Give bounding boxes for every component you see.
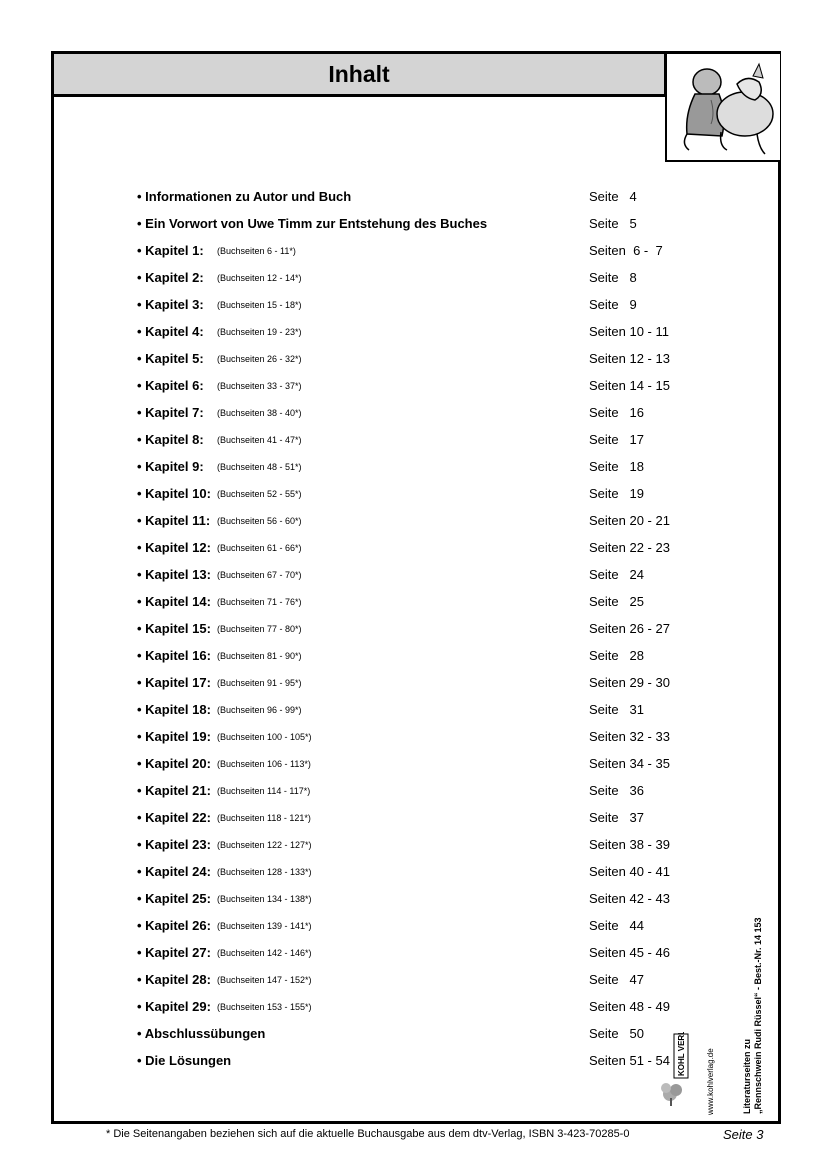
toc-entry-page: Seite 28 <box>589 648 644 663</box>
bullet: • <box>137 945 146 960</box>
toc-entry-label: Kapitel 22: <box>145 810 211 825</box>
toc-entry-label: Kapitel 4: <box>145 324 204 339</box>
toc-entry <box>137 534 697 561</box>
toc-entry-note: (Buchseiten 77 - 80*) <box>217 624 302 634</box>
bullet: • <box>137 594 146 609</box>
toc-entry <box>137 588 697 615</box>
page-title: Inhalt <box>328 60 390 87</box>
toc-entry-note: (Buchseiten 6 - 11*) <box>217 246 296 256</box>
toc-entry <box>137 642 697 669</box>
toc-entry-note: (Buchseiten 67 - 70*) <box>217 570 302 580</box>
toc-entry <box>137 858 697 885</box>
toc-entry-page: Seite 9 <box>589 297 637 312</box>
toc-entry-note: (Buchseiten 48 - 51*) <box>217 462 302 472</box>
toc-entry-page: Seiten 29 - 30 <box>589 675 670 690</box>
toc-entry <box>137 399 697 426</box>
toc-entry <box>137 885 697 912</box>
toc-entry-label: Kapitel 23: <box>145 837 211 852</box>
toc-entry-page: Seiten 14 - 15 <box>589 378 670 393</box>
toc-entry-page: Seiten 22 - 23 <box>589 540 670 555</box>
bullet: • <box>137 999 146 1014</box>
toc-entry-note: (Buchseiten 134 - 138*) <box>217 894 312 904</box>
toc-entry <box>137 561 697 588</box>
toc-entry-page: Seiten 42 - 43 <box>589 891 670 906</box>
toc-entry-label: Kapitel 12: <box>145 540 211 555</box>
toc-entry <box>137 723 697 750</box>
bullet: • <box>137 621 146 636</box>
toc-entry <box>137 1020 697 1047</box>
toc-entry-page: Seite 8 <box>589 270 637 285</box>
toc-entry-page: Seite 16 <box>589 405 644 420</box>
bullet: • <box>137 216 146 231</box>
bullet: • <box>137 486 146 501</box>
bullet: • <box>137 810 146 825</box>
tree-logo-icon <box>660 1032 690 1107</box>
bullet: • <box>137 243 146 258</box>
boy-and-pig-illustration-icon <box>667 54 780 160</box>
toc-entry-label: Kapitel 13: <box>145 567 211 582</box>
toc-entry-page: Seite 37 <box>589 810 644 825</box>
toc-entry-label: Kapitel 26: <box>145 918 211 933</box>
bullet: • <box>137 756 146 771</box>
toc-entry-note: (Buchseiten 12 - 14*) <box>217 273 302 283</box>
title-bar <box>54 54 666 97</box>
toc-entry <box>137 696 697 723</box>
toc-entry-note: (Buchseiten 41 - 47*) <box>217 435 302 445</box>
toc-entry-note: (Buchseiten 19 - 23*) <box>217 327 302 337</box>
toc-entry <box>137 345 697 372</box>
toc-entry-label: Kapitel 9: <box>145 459 204 474</box>
toc-entry <box>137 453 697 480</box>
toc-entry <box>137 993 697 1020</box>
toc-entry-label: Kapitel 16: <box>145 648 211 663</box>
toc-entry-page: Seiten 32 - 33 <box>589 729 670 744</box>
toc-entry <box>137 669 697 696</box>
toc-entry-page: Seite 47 <box>589 972 644 987</box>
toc-entry-label: Kapitel 20: <box>145 756 211 771</box>
bullet: • <box>137 1026 145 1041</box>
toc-entry-label: Kapitel 3: <box>145 297 204 312</box>
bullet: • <box>137 540 146 555</box>
toc-entry <box>137 480 697 507</box>
toc-entry-note: (Buchseiten 96 - 99*) <box>217 705 302 715</box>
toc-entry-label: Kapitel 27: <box>145 945 211 960</box>
toc-entry-label: Abschlussübungen <box>144 1026 266 1041</box>
toc-entry-page: Seite 17 <box>589 432 644 447</box>
toc-entry <box>137 372 697 399</box>
toc-entry-page: Seiten 40 - 41 <box>589 864 670 879</box>
toc-entry-label: Kapitel 25: <box>145 891 211 906</box>
toc-entry-note: (Buchseiten 142 - 146*) <box>217 948 312 958</box>
toc-entry-label: Kapitel 10: <box>145 486 211 501</box>
toc-entry-page: Seite 36 <box>589 783 644 798</box>
toc-entry-label: Kapitel 15: <box>145 621 211 636</box>
toc-entry-page: Seite 4 <box>589 189 637 204</box>
toc-entry <box>137 318 697 345</box>
bullet: • <box>137 189 146 204</box>
toc-entry-note: (Buchseiten 147 - 152*) <box>217 975 312 985</box>
toc-entry-label: Kapitel 8: <box>145 432 204 447</box>
toc-entry-page: Seiten 10 - 11 <box>589 324 669 339</box>
toc-entry-label: Kapitel 21: <box>145 783 211 798</box>
toc-entry-page: Seiten 20 - 21 <box>589 513 670 528</box>
toc-entry-note: (Buchseiten 38 - 40*) <box>217 408 302 418</box>
bullet: • <box>137 675 146 690</box>
toc-entry-page: Seiten 34 - 35 <box>589 756 670 771</box>
toc-entry-page: Seite 5 <box>589 216 637 231</box>
bullet: • <box>137 567 146 582</box>
toc-entry-note: (Buchseiten 100 - 105*) <box>217 732 312 742</box>
toc-entry-label: Kapitel 1: <box>145 243 204 258</box>
bullet: • <box>137 459 146 474</box>
toc-entry <box>137 966 697 993</box>
table-of-contents <box>137 183 697 1074</box>
bullet: • <box>137 351 146 366</box>
toc-entry <box>137 912 697 939</box>
sidebar-line-2: „Rennschwein Rudi Rüssel“ - Best.-Nr. 14 153 <box>753 917 763 1114</box>
toc-entry-page: Seite 50 <box>589 1026 644 1041</box>
bullet: • <box>137 783 146 798</box>
toc-entry-page: Seite 18 <box>589 459 644 474</box>
toc-entry-page: Seiten 26 - 27 <box>589 621 670 636</box>
bullet: • <box>137 864 146 879</box>
toc-entry-page: Seiten 48 - 49 <box>589 999 670 1014</box>
toc-entry-page: Seite 44 <box>589 918 644 933</box>
bullet: • <box>137 405 146 420</box>
bullet: • <box>137 297 146 312</box>
toc-entry-note: (Buchseiten 26 - 32*) <box>217 354 302 364</box>
footnote: * Die Seitenangaben beziehen sich auf die aktuelle Buchausgabe aus dem dtv-Verlag, ISBN 3-423-70285-0 <box>106 1128 630 1140</box>
bullet: • <box>137 324 146 339</box>
page-number: Seite 3 <box>723 1127 764 1142</box>
publisher-url: www.kohlverlag.de <box>706 1048 715 1115</box>
bullet: • <box>137 702 146 717</box>
toc-entry-note: (Buchseiten 33 - 37*) <box>217 381 302 391</box>
toc-entry-label: Kapitel 14: <box>145 594 211 609</box>
toc-entry <box>137 831 697 858</box>
bullet: • <box>137 513 146 528</box>
bullet: • <box>137 1053 146 1068</box>
toc-entry-note: (Buchseiten 52 - 55*) <box>217 489 302 499</box>
toc-entry-note: (Buchseiten 114 - 117*) <box>217 786 311 796</box>
toc-entry-page: Seite 24 <box>589 567 644 582</box>
toc-entry-label: Kapitel 29: <box>145 999 211 1014</box>
toc-entry-page: Seiten 45 - 46 <box>589 945 670 960</box>
bullet: • <box>137 378 146 393</box>
publisher-logo <box>660 1032 690 1107</box>
toc-entry-label: Kapitel 19: <box>145 729 211 744</box>
bullet: • <box>137 837 146 852</box>
publisher-logo-text: KOHL VERLAG <box>677 1032 686 1076</box>
toc-entry-note: (Buchseiten 118 - 121*) <box>217 813 311 823</box>
bullet: • <box>137 432 146 447</box>
bullet: • <box>137 729 146 744</box>
toc-entry-label: Kapitel 2: <box>145 270 204 285</box>
toc-entry-page: Seiten 38 - 39 <box>589 837 670 852</box>
toc-entry-label: Kapitel 7: <box>145 405 204 420</box>
bullet: • <box>137 270 146 285</box>
bullet: • <box>137 891 146 906</box>
toc-entry <box>137 1047 697 1074</box>
toc-entry-note: (Buchseiten 71 - 76*) <box>217 597 302 607</box>
toc-entry <box>137 750 697 777</box>
toc-entry-label: Kapitel 5: <box>145 351 204 366</box>
toc-entry-note: (Buchseiten 81 - 90*) <box>217 651 302 661</box>
toc-entry <box>137 291 697 318</box>
toc-entry-note: (Buchseiten 128 - 133*) <box>217 867 312 877</box>
toc-entry-note: (Buchseiten 61 - 66*) <box>217 543 302 553</box>
toc-entry-note: (Buchseiten 56 - 60*) <box>217 516 302 526</box>
toc-entry <box>137 939 697 966</box>
toc-entry-page: Seiten 51 - 54 <box>589 1053 670 1068</box>
toc-entry-note: (Buchseiten 106 - 113*) <box>217 759 311 769</box>
toc-entry-label: Kapitel 18: <box>145 702 211 717</box>
bullet: • <box>137 972 146 987</box>
sidebar-imprint <box>742 794 778 1114</box>
toc-entry <box>137 237 697 264</box>
toc-entry-note: (Buchseiten 15 - 18*) <box>217 300 302 310</box>
toc-entry <box>137 210 697 237</box>
toc-entry-note: (Buchseiten 91 - 95*) <box>217 678 302 688</box>
toc-entry <box>137 615 697 642</box>
toc-entry-page: Seite 25 <box>589 594 644 609</box>
sidebar-line-1: Literaturseiten zu <box>742 1038 752 1114</box>
toc-entry-label: Die Lösungen <box>145 1053 232 1068</box>
toc-entry <box>137 183 697 210</box>
toc-entry-page: Seite 19 <box>589 486 644 501</box>
toc-entry-label: Kapitel 17: <box>145 675 211 690</box>
cover-illustration <box>665 54 780 162</box>
toc-entry-label: Kapitel 11: <box>145 513 211 528</box>
toc-entry-label: Kapitel 24: <box>145 864 211 879</box>
toc-entry <box>137 426 697 453</box>
toc-entry <box>137 777 697 804</box>
bullet: • <box>137 648 146 663</box>
toc-entry-page: Seiten 6 - 7 <box>589 243 663 258</box>
toc-entry <box>137 507 697 534</box>
toc-entry-note: (Buchseiten 139 - 141*) <box>217 921 312 931</box>
toc-entry-label: Ein Vorwort von Uwe Timm zur Entstehung des Buches <box>145 216 488 231</box>
toc-entry-note: (Buchseiten 122 - 127*) <box>217 840 312 850</box>
bullet: • <box>137 918 146 933</box>
toc-entry <box>137 264 697 291</box>
toc-entry-label: Kapitel 6: <box>145 378 204 393</box>
toc-entry-page: Seiten 12 - 13 <box>589 351 670 366</box>
toc-entry-page: Seite 31 <box>589 702 644 717</box>
toc-entry <box>137 804 697 831</box>
toc-entry-label: Informationen zu Autor und Buch <box>145 189 352 204</box>
toc-entry-note: (Buchseiten 153 - 155*) <box>217 1002 312 1012</box>
toc-entry-label: Kapitel 28: <box>145 972 211 987</box>
